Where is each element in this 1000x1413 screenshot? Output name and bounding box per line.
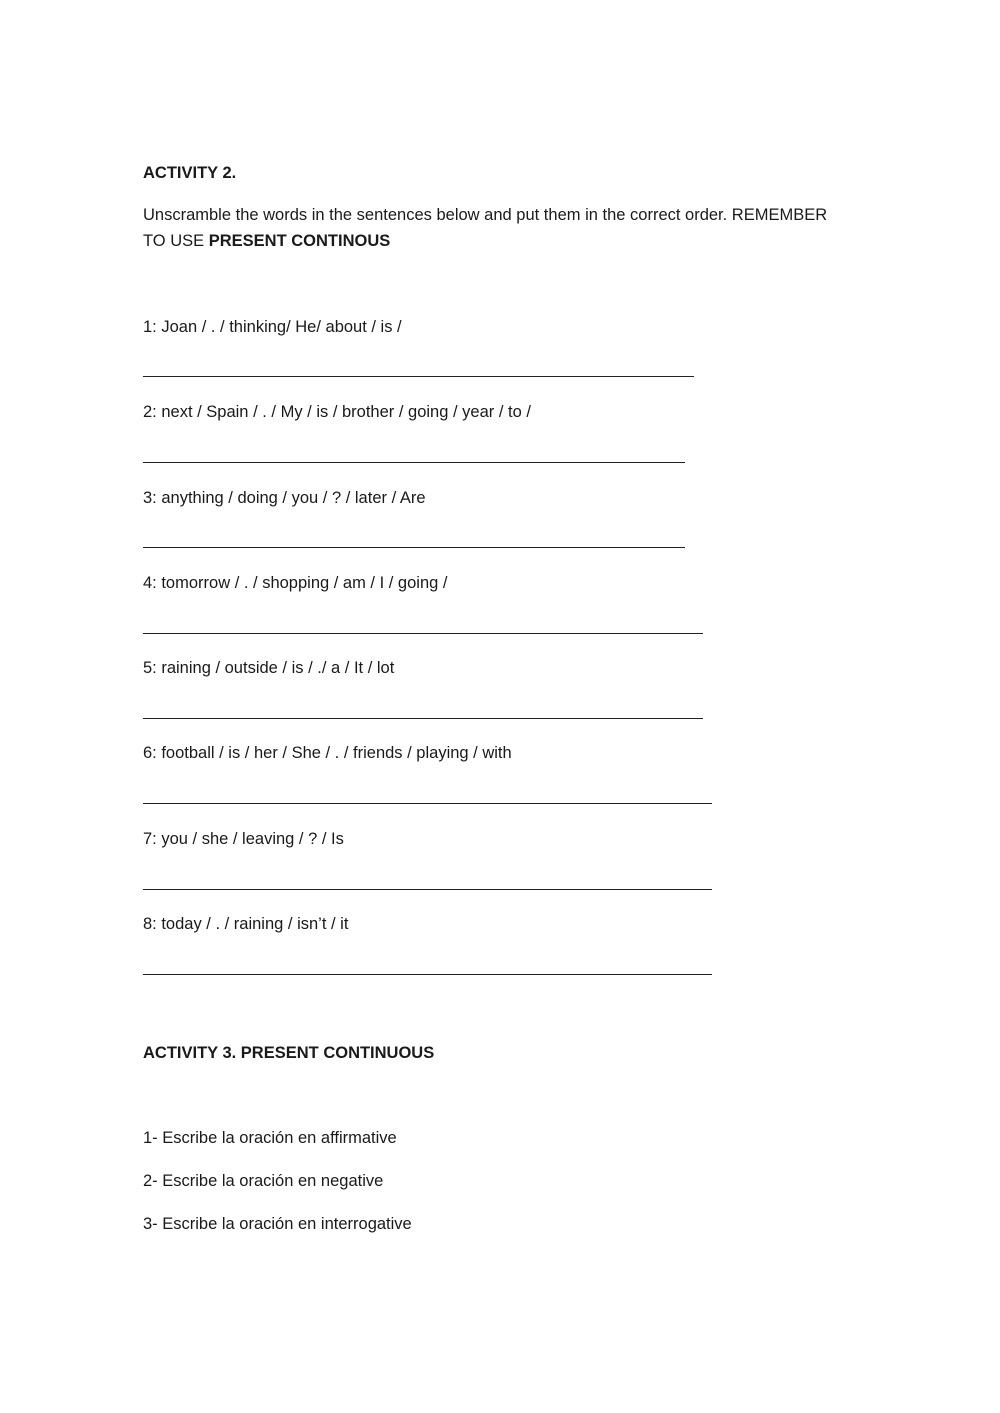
activity-3-step-2: 2- Escribe la oración en negative: [143, 1172, 384, 1190]
answer-line-4[interactable]: [143, 633, 703, 634]
scrambled-sentence-7: 7: you / she / leaving / ? / Is: [143, 830, 344, 848]
activity-2-heading: ACTIVITY 2.: [143, 164, 237, 182]
scrambled-sentence-4: 4: tomorrow / . / shopping / am / I / going /: [143, 574, 448, 592]
scrambled-sentence-6: 6: football / is / her / She / . / friends / playing / with: [143, 744, 512, 762]
instruction-prefix: TO USE: [143, 232, 209, 250]
activity-2-instruction-line-1: Unscramble the words in the sentences below and put them in the correct order. REMEMBER: [143, 206, 828, 224]
activity-2-instruction-line-2: [143, 231, 390, 251]
answer-line-7[interactable]: [143, 889, 712, 890]
scrambled-sentence-1: 1: Joan / . / thinking/ He/ about / is /: [143, 318, 402, 336]
answer-line-5[interactable]: [143, 718, 703, 719]
scrambled-sentence-8: 8: today / . / raining / isn’t / it: [143, 915, 349, 933]
instruction-emphasis: PRESENT CONTINOUS: [208, 232, 391, 250]
answer-line-8[interactable]: [143, 974, 712, 975]
scrambled-sentence-5: 5: raining / outside / is / ./ a / It / lot: [143, 659, 395, 677]
answer-line-2[interactable]: [143, 462, 685, 463]
scrambled-sentence-2: 2: next / Spain / . / My / is / brother / going / year / to /: [143, 403, 531, 421]
scrambled-sentence-3: 3: anything / doing / you / ? / later / Are: [143, 489, 426, 507]
activity-3-heading: ACTIVITY 3. PRESENT CONTINUOUS: [143, 1044, 435, 1062]
answer-line-6[interactable]: [143, 803, 712, 804]
activity-3-step-3: 3- Escribe la oración en interrogative: [143, 1215, 412, 1233]
answer-line-1[interactable]: [143, 376, 694, 377]
activity-3-step-1: 1- Escribe la oración en affirmative: [143, 1129, 397, 1147]
answer-line-3[interactable]: [143, 547, 685, 548]
